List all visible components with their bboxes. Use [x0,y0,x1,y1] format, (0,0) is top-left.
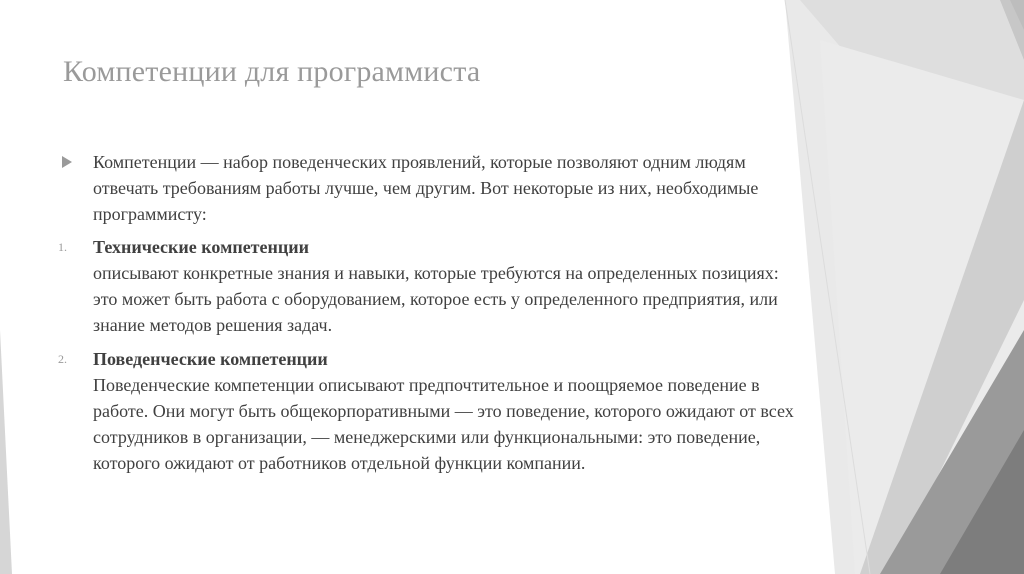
slide-title: Компетенции для программиста [63,55,481,88]
list-item-technical [58,234,798,338]
list-item-behavioral [58,346,798,476]
intro-bullet [58,149,798,227]
list-item-description: Поведенческие компетенции описывают предпочтительное и поощряемое поведение в работе. Они могут быть общекорпоративными — это поведение, которого ожидают от всех сотрудников в организации, — менеджерскими или функциональными: это поведение, которого ожидают от работников отдельной функции компании. [93,375,794,473]
triangle-bullet-icon [58,149,93,168]
slide-content [58,149,798,476]
list-item-description: описывают конкретные знания и навыки, которые требуются на определенных позициях: это может быть работа с оборудованием, которое есть у определенного предприятия, или знание методов решения задач. [93,263,779,335]
list-item-heading: Технические компетенции [93,237,309,257]
list-number: 2. [58,352,67,366]
list-item-heading: Поведенческие компетенции [93,349,328,369]
list-number: 1. [58,240,67,254]
intro-text: Компетенции — набор поведенческих проявлений, которые позволяют одним людям отвечать требованиям работы лучше, чем другим. Вот некоторые из них, необходимые программисту: [93,152,759,224]
